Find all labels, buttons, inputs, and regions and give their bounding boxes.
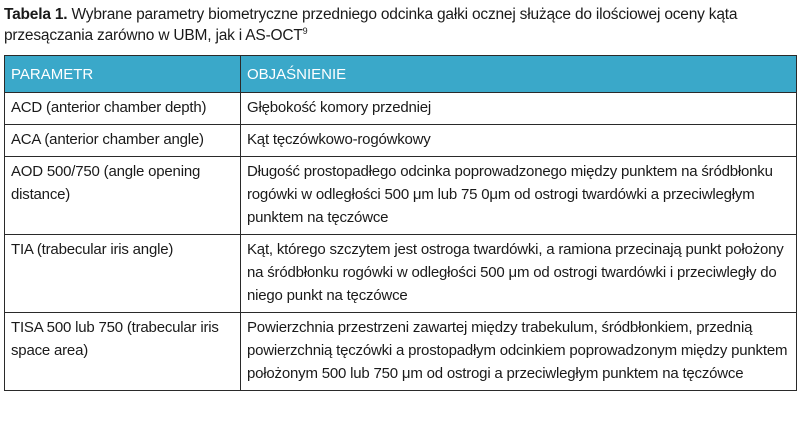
row-desc: Długość prostopadłego odcinka poprowadzonego między punktem na śródbłonku rogówki w odległości 500 μm lub 75 0μm od ostrogi twardówki a przeciwległym punktem na tęczówce (241, 157, 797, 235)
row-param: TISA 500 lub 750 (trabecular iris space area) (5, 313, 241, 391)
row-desc: Kąt tęczówkowo-rogówkowy (241, 125, 797, 157)
row-desc: Głębokość komory przedniej (241, 93, 797, 125)
row-param: ACD (anterior chamber depth) (5, 93, 241, 125)
row-desc: Powierzchnia przestrzeni zawartej między trabekulum, śródbłonkiem, przednią powierzchnią tęczówki a prostopadłym odcinkiem poprowadzonym między punktem położonym 500 lub 750 μm od ostrogi a przeciwległym punktem na tęczówce (241, 313, 797, 391)
table-header-row (5, 56, 797, 93)
header-parametr: PARAMETR (5, 56, 241, 93)
row-param: ACA (anterior chamber angle) (5, 125, 241, 157)
header-objasnienie: OBJAŚNIENIE (241, 56, 797, 93)
table-row (5, 313, 797, 391)
row-param: AOD 500/750 (angle opening distance) (5, 157, 241, 235)
table-row (5, 235, 797, 313)
caption-text: Wybrane parametry biometryczne przedniego odcinka gałki ocznej służące do ilościowej oceny kąta przesączania zarówno w UBM, jak i AS-OCT (4, 6, 738, 44)
parameters-table (4, 55, 797, 391)
table-row (5, 93, 797, 125)
table-row (5, 125, 797, 157)
caption-reference: 9 (302, 25, 308, 36)
caption-label: Tabela 1. (4, 6, 68, 23)
row-param: TIA (trabecular iris angle) (5, 235, 241, 313)
row-desc: Kąt, którego szczytem jest ostroga twardówki, a ramiona przecinają punkt położony na śródbłonku rogówki w odległości 500 μm od ostrogi twardówki i przeciwległy do niego punkt na tęczówce (241, 235, 797, 313)
table-caption (4, 4, 794, 46)
table-row (5, 157, 797, 235)
